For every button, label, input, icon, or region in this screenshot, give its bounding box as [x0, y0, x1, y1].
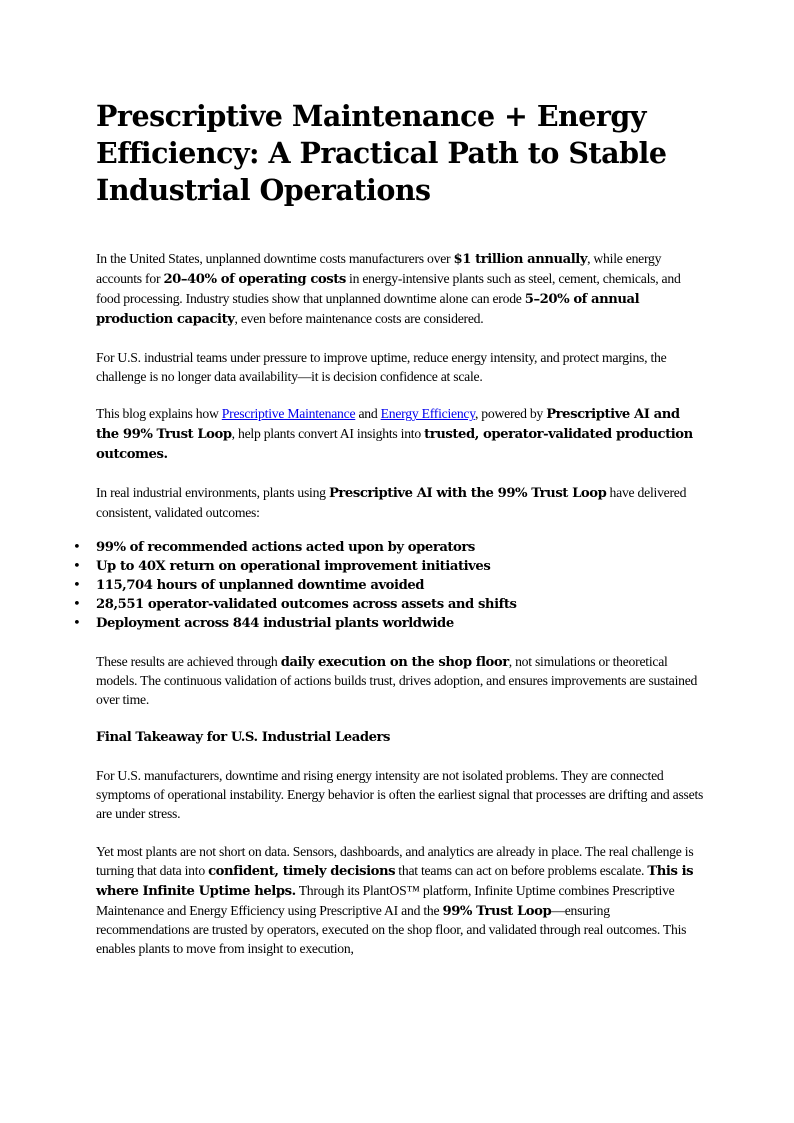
bullet-icon: • — [73, 577, 81, 593]
intro-paragraph — [96, 250, 704, 330]
final-text: Yet most plants are not short on data. Sensors, dashboards, and analytics are already in place. The real challenge is turning that data into — [96, 843, 694, 878]
list-item — [73, 615, 704, 634]
list-item-text: 115,704 hours of unplanned downtime avoided — [96, 577, 425, 593]
list-item-text: 99% of recommended actions acted upon by operators — [96, 539, 475, 555]
intro-text: in energy-intensive plants such as steel, cement, chemicals, and food processing. Industry studies show that unplanned downtime alone can erode — [96, 270, 681, 306]
list-item — [73, 558, 704, 577]
outcomes-list — [73, 539, 704, 634]
bullet-icon: • — [73, 539, 81, 555]
blog-highlight: Prescriptive AI and the 99% Trust Loop — [96, 407, 680, 443]
energy-efficiency-link[interactable]: Energy Efficiency — [380, 406, 475, 422]
final-highlight: confident, timely decisions — [208, 863, 396, 879]
takeaway-paragraph: For U.S. manufacturers, downtime and rising energy intensity are not isolated problems. They are connected symptoms of operational instability. Energy behavior is often the earliest signal that processes are drifting and assets are under stress. — [96, 768, 704, 821]
outcomes-text: In real industrial environments, plants using — [96, 485, 329, 501]
results-highlight: daily execution on the shop floor — [280, 654, 509, 670]
list-item — [73, 539, 704, 558]
list-item-text: Up to 40X return on operational improvement initiatives — [96, 558, 491, 574]
final-paragraph — [96, 843, 704, 959]
outcomes-highlight: Prescriptive AI with the 99% Trust Loop — [328, 486, 607, 502]
blog-text: , powered by — [474, 406, 547, 422]
intro-text: , even before maintenance costs are considered. — [234, 310, 484, 326]
final-text: that teams can act on before problems escalate. — [395, 862, 648, 878]
pressure-paragraph: For U.S. industrial teams under pressure to improve uptime, reduce energy intensity, and protect margins, the challenge is no longer data availability—it is decision confidence at scale. — [96, 349, 667, 384]
bullet-icon: • — [73, 596, 81, 612]
list-item-text: 28,551 operator-validated outcomes across assets and shifts — [96, 596, 517, 612]
intro-text: In the United States, unplanned downtime costs manufacturers over — [96, 251, 454, 266]
final-text: —ensuring recommendations are trusted by operators, executed on the shop floor, and validated through real outcomes. This enables plants to move from insight to execution, — [96, 902, 687, 957]
article-title: Prescriptive Maintenance + Energy Efficiency: A Practical Path to Stable Industrial Operations — [96, 99, 667, 207]
prescriptive-maintenance-link[interactable]: Prescriptive Maintenance — [221, 406, 356, 422]
list-item — [73, 577, 704, 596]
list-item-text: Deployment across 844 industrial plants worldwide — [96, 615, 454, 631]
results-text: These results are achieved through — [96, 653, 281, 669]
intro-highlight: $1 trillion annually — [453, 252, 588, 267]
blog-text: and — [355, 406, 381, 422]
outcomes-text: have delivered consistent, validated outcomes: — [96, 485, 687, 521]
blog-text: , help plants convert AI insights into — [231, 426, 425, 442]
results-paragraph — [96, 653, 704, 711]
intro-highlight: 5–20% of annual production capacity — [96, 291, 640, 327]
blog-text: This blog explains how — [96, 406, 222, 422]
intro-text: , while energy accounts for — [96, 251, 662, 286]
final-text: Through its PlantOS™ platform, Infinite Uptime combines Prescriptive Maintenance and Energy Efficiency using Prescriptive AI and the — [96, 882, 675, 918]
intro-highlight: 20–40% of operating costs — [163, 271, 346, 287]
blog-paragraph — [96, 405, 704, 465]
takeaway-heading: Final Takeaway for U.S. Industrial Leaders — [96, 730, 391, 746]
outcomes-paragraph — [96, 484, 704, 523]
blog-highlight: trusted, operator-validated production outcomes. — [96, 427, 693, 463]
final-highlight: 99% Trust Loop — [442, 903, 552, 919]
list-item — [73, 596, 704, 615]
bullet-icon: • — [73, 558, 81, 574]
article-body — [73, 98, 704, 959]
bullet-icon: • — [73, 615, 81, 631]
results-text: , not simulations or theoretical models. The continuous validation of actions builds trust, drives adoption, and ensures improvements are sustained over time. — [96, 653, 698, 708]
final-highlight: This is where Infinite Uptime helps. — [96, 863, 694, 899]
